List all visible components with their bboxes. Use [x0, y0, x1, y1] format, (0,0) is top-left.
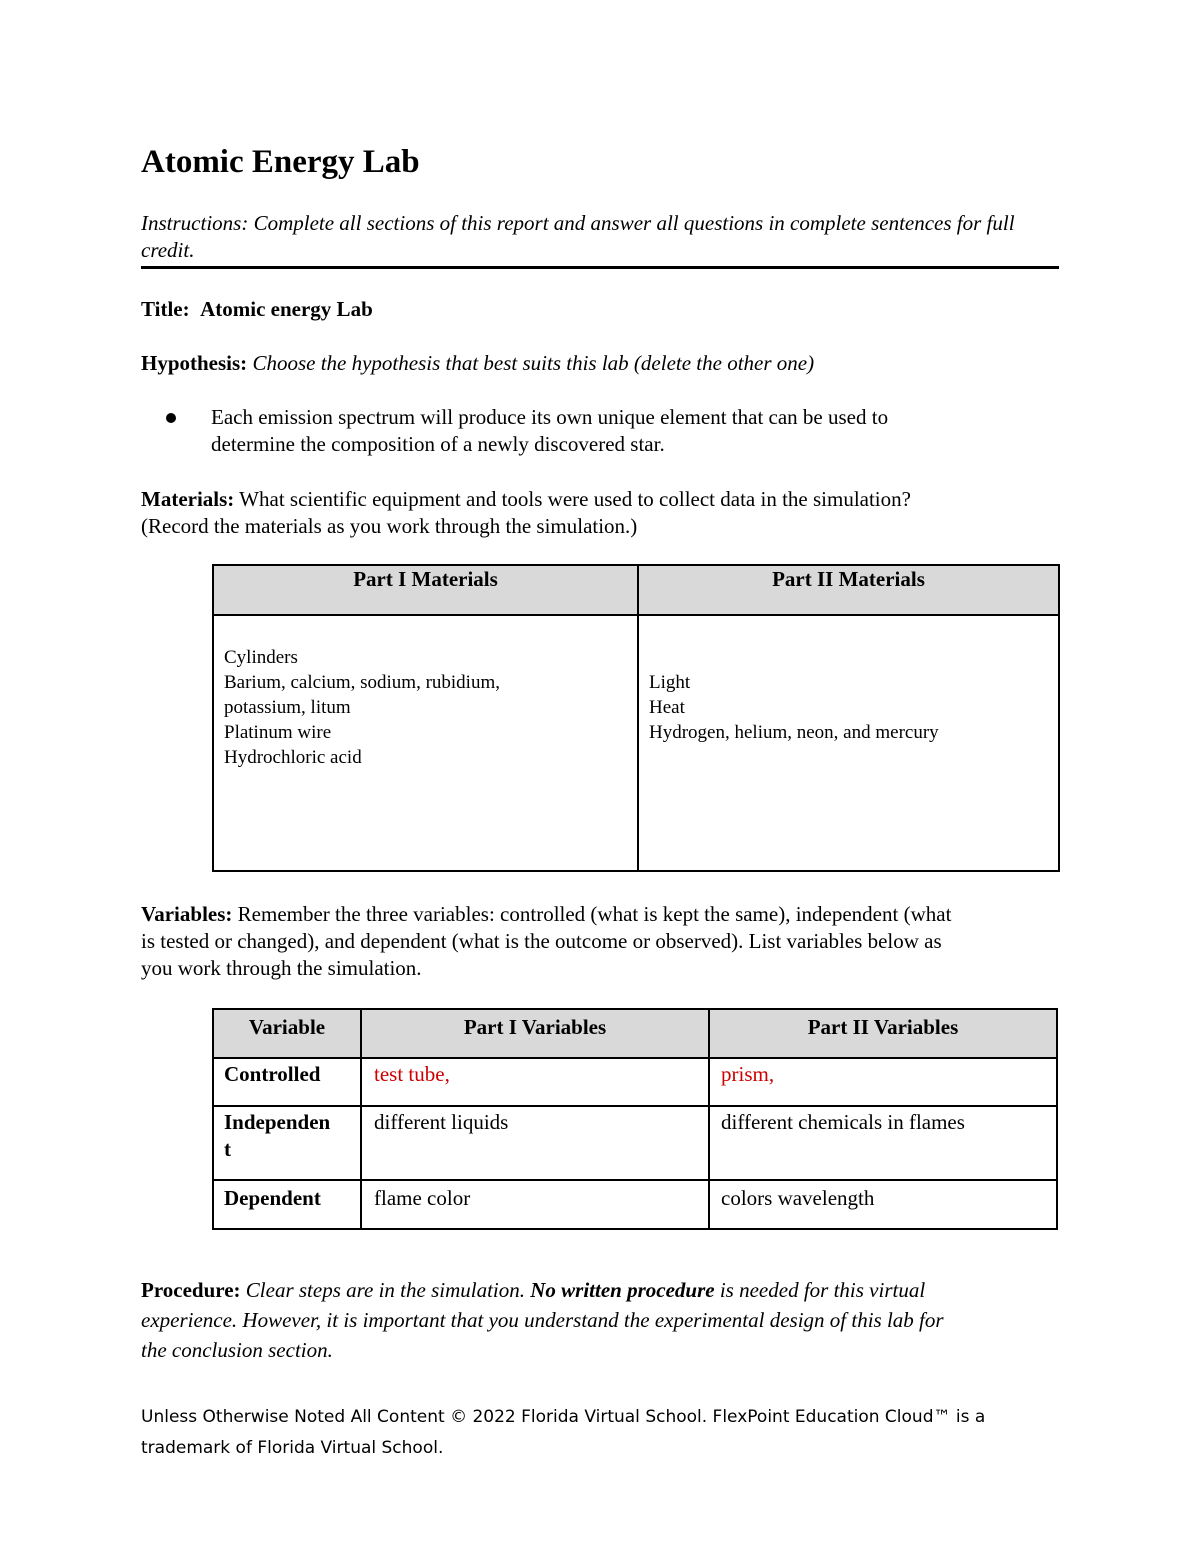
materials-line1: What scientific equipment and tools were used to collect data in the simulation?: [239, 487, 911, 511]
materials-paragraph: [141, 486, 1059, 540]
variables-header-variable: Variable: [213, 1009, 361, 1058]
procedure-paragraph: [141, 1275, 1059, 1365]
footer-line1: Unless Otherwise Noted All Content © 2022 Florida Virtual School. FlexPoint Education Cloud™ is a: [141, 1407, 986, 1427]
materials-header-part2: Part II Materials: [638, 565, 1059, 615]
row-part2: different chemicals in flames: [709, 1106, 1057, 1180]
bullet-dot-icon: [166, 413, 176, 423]
list-item: Cylinders: [224, 647, 298, 668]
list-item: Heat: [649, 697, 685, 718]
variables-line1: Remember the three variables: controlled (what is kept the same), independent (what: [237, 902, 952, 926]
row-label-line1: Independen: [224, 1110, 331, 1134]
row-part1: flame color: [361, 1180, 709, 1229]
hypothesis-line: [141, 350, 1059, 377]
table-row: [213, 1180, 1057, 1229]
page-title: Atomic Energy Lab: [141, 144, 420, 180]
materials-table: [212, 564, 1060, 872]
procedure-line3: the conclusion section.: [141, 1338, 333, 1362]
variables-table: [212, 1008, 1058, 1230]
materials-line2: (Record the materials as you work through the simulation.): [141, 514, 638, 538]
variables-paragraph: [141, 901, 1059, 982]
procedure-bold: No written procedure: [530, 1278, 715, 1302]
row-part2: prism,: [709, 1058, 1057, 1106]
hypothesis-prompt: Choose the hypothesis that best suits this lab (delete the other one): [252, 351, 815, 375]
hypothesis-bullet-line2: determine the composition of a newly discovered star.: [211, 432, 665, 456]
list-item: Barium, calcium, sodium, rubidium,: [224, 672, 500, 693]
variables-label: Variables:: [141, 902, 233, 926]
list-item: Hydrochloric acid: [224, 747, 362, 768]
row-part1: test tube,: [361, 1058, 709, 1106]
row-label-line2: t: [224, 1137, 231, 1161]
row-label: Dependent: [213, 1180, 361, 1229]
hypothesis-bullet: [211, 404, 1059, 458]
hypothesis-bullet-line1: Each emission spectrum will produce its own unique element that can be used to: [211, 405, 889, 429]
materials-part1-cell: [213, 615, 638, 871]
variables-header-part1: Part I Variables: [361, 1009, 709, 1058]
instructions-text: Instructions: Complete all sections of this report and answer all questions in complete sentences for full credit.: [141, 210, 1059, 269]
procedure-part2: is needed for this virtual: [719, 1278, 926, 1302]
list-item: Platinum wire: [224, 722, 332, 743]
row-label: [213, 1106, 361, 1180]
table-row: [213, 1106, 1057, 1180]
variables-line3: you work through the simulation.: [141, 956, 422, 980]
materials-header-part1: Part I Materials: [213, 565, 638, 615]
list-item: Light: [649, 672, 691, 693]
footer-copyright: [141, 1402, 1059, 1464]
procedure-part1: Clear steps are in the simulation.: [245, 1278, 525, 1302]
title-line: [141, 296, 1059, 323]
row-part2: colors wavelength: [709, 1180, 1057, 1229]
materials-part2-cell: [638, 615, 1059, 871]
footer-line2: trademark of Florida Virtual School.: [141, 1438, 444, 1458]
table-row: [213, 1058, 1057, 1106]
hypothesis-label: Hypothesis:: [141, 351, 248, 375]
row-label: Controlled: [213, 1058, 361, 1106]
title-label: Title:: [141, 297, 190, 321]
variables-line2: is tested or changed), and dependent (what is the outcome or observed). List variables below as: [141, 929, 942, 953]
materials-label: Materials:: [141, 487, 235, 511]
list-item: potassium, litum: [224, 697, 351, 718]
variables-header-part2: Part II Variables: [709, 1009, 1057, 1058]
procedure-label: Procedure:: [141, 1278, 241, 1302]
title-value: Atomic energy Lab: [200, 297, 373, 321]
row-part1: different liquids: [361, 1106, 709, 1180]
list-item: Hydrogen, helium, neon, and mercury: [649, 722, 939, 743]
procedure-line2: experience. However, it is important that you understand the experimental design of this lab for: [141, 1308, 944, 1332]
